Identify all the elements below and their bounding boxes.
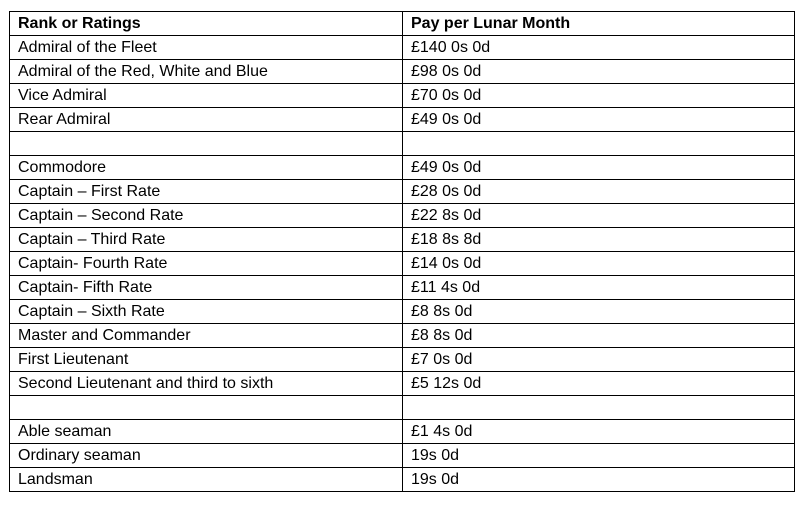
rank-cell [10, 132, 403, 156]
table-row [10, 156, 795, 180]
rank-cell: Admiral of the Fleet [10, 36, 403, 60]
table-row [10, 324, 795, 348]
rank-cell: Captain- Fifth Rate [10, 276, 403, 300]
rank-cell: Ordinary seaman [10, 444, 403, 468]
table-row [10, 108, 795, 132]
rank-cell: Captain- Fourth Rate [10, 252, 403, 276]
pay-cell: £18 8s 8d [403, 228, 795, 252]
pay-table [9, 11, 795, 492]
pay-cell [403, 396, 795, 420]
pay-cell: £98 0s 0d [403, 60, 795, 84]
rank-cell: Captain – Second Rate [10, 204, 403, 228]
table-row [10, 372, 795, 396]
rank-cell: Captain – Third Rate [10, 228, 403, 252]
pay-cell: 19s 0d [403, 444, 795, 468]
pay-cell: £140 0s 0d [403, 36, 795, 60]
header-row [10, 12, 795, 36]
rank-cell: Vice Admiral [10, 84, 403, 108]
pay-cell: £49 0s 0d [403, 156, 795, 180]
rank-cell: Commodore [10, 156, 403, 180]
pay-cell: £28 0s 0d [403, 180, 795, 204]
header-pay: Pay per Lunar Month [403, 12, 795, 36]
rank-cell: Master and Commander [10, 324, 403, 348]
pay-cell: £49 0s 0d [403, 108, 795, 132]
table-row-empty [10, 132, 795, 156]
table-row [10, 276, 795, 300]
rank-cell: First Lieutenant [10, 348, 403, 372]
pay-cell: £70 0s 0d [403, 84, 795, 108]
pay-cell: £8 8s 0d [403, 300, 795, 324]
rank-cell [10, 396, 403, 420]
pay-cell: £11 4s 0d [403, 276, 795, 300]
rank-cell: Landsman [10, 468, 403, 492]
rank-cell: Captain – Sixth Rate [10, 300, 403, 324]
table-row [10, 60, 795, 84]
table-row [10, 348, 795, 372]
pay-cell: £14 0s 0d [403, 252, 795, 276]
rank-cell: Second Lieutenant and third to sixth [10, 372, 403, 396]
table-row [10, 228, 795, 252]
table-row [10, 420, 795, 444]
table-row [10, 468, 795, 492]
rank-cell: Admiral of the Red, White and Blue [10, 60, 403, 84]
table-row [10, 180, 795, 204]
rank-cell: Able seaman [10, 420, 403, 444]
table-row [10, 204, 795, 228]
header-rank: Rank or Ratings [10, 12, 403, 36]
rank-cell: Rear Admiral [10, 108, 403, 132]
table-row [10, 252, 795, 276]
pay-cell [403, 132, 795, 156]
rank-cell: Captain – First Rate [10, 180, 403, 204]
pay-cell: £5 12s 0d [403, 372, 795, 396]
table-row-empty [10, 396, 795, 420]
pay-cell: £7 0s 0d [403, 348, 795, 372]
pay-cell: £1 4s 0d [403, 420, 795, 444]
table-row [10, 300, 795, 324]
table-row [10, 444, 795, 468]
pay-table-container [9, 11, 795, 492]
table-row [10, 36, 795, 60]
pay-cell: 19s 0d [403, 468, 795, 492]
table-row [10, 84, 795, 108]
pay-cell: £22 8s 0d [403, 204, 795, 228]
pay-cell: £8 8s 0d [403, 324, 795, 348]
